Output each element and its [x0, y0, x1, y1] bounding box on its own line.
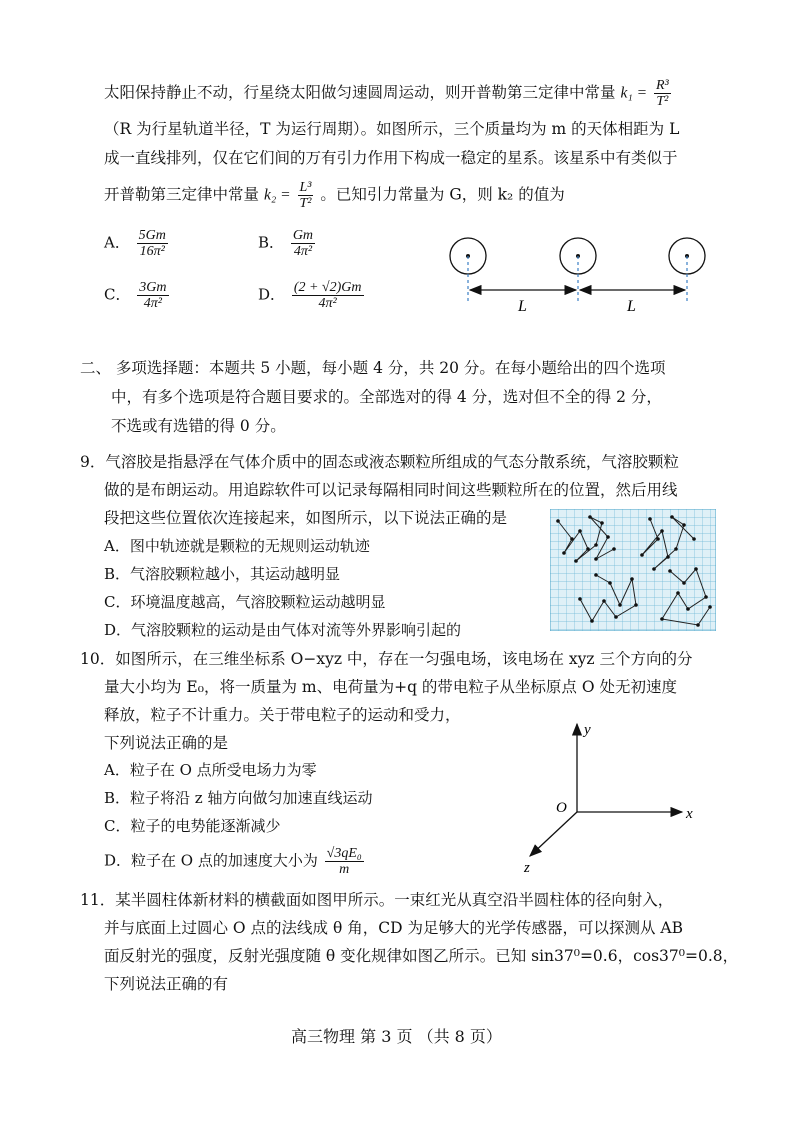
- q10-line-4: 下列说法正确的是: [104, 734, 229, 752]
- q10-option-b: B．粒子将沿 z 轴方向做匀加速直线运动: [104, 789, 373, 807]
- q8-line-1: 太阳保持静止不动，行星绕太阳做匀速圆周运动，则开普勒第三定律中常量 k₁ = $\frac{\text{R³}}{\text{T²}}$: [104, 78, 669, 109]
- k1-symbol: k₁ =: [620, 84, 648, 102]
- k1-fraction: $\frac{\text{R³}}{\text{T²}}$: [656, 78, 669, 109]
- q9-option-d: D．气溶胶颗粒的运动是由气体对流等外界影响引起的: [104, 621, 462, 639]
- section2-line-3: 不选或有选错的得 0 分。: [111, 417, 286, 435]
- label-L-1: L: [518, 298, 527, 315]
- y-axis-label: y: [584, 722, 591, 738]
- q9-line-3: 段把这些位置依次连接起来，如图所示，以下说法正确的是: [104, 509, 508, 527]
- q10-line-1: 10．如图所示，在三维坐标系 O−xyz 中，存在一匀强电场，该电场在 xyz 三个方向的分: [80, 650, 693, 668]
- q8-line-4: 开普勒第三定律中常量 k₂ = $\frac{\text{L³}}{\text{T²}}$ 。已知引力常量为 G，则 k₂ 的值为: [104, 180, 565, 211]
- k2-symbol: k₂ =: [263, 186, 291, 204]
- q11-line-4: 下列说法正确的有: [104, 975, 229, 993]
- q10-line-3: 释放，粒子不计重力。关于带电粒子的运动和受力，: [104, 706, 461, 724]
- q8-line-3: 成一直线排列，仅在它们间的万有引力作用下构成一稳定的星系。该星系中有类似于: [104, 149, 678, 167]
- q8-line-2: （R 为行星轨道半径，T 为运行周期）。如图所示，三个质量均为 m 的天体相距为 L: [104, 120, 680, 138]
- q10-line-2: 量大小均为 E₀，将一质量为 m、电荷量为+q 的带电粒子从坐标原点 O 处无初速度: [104, 678, 677, 696]
- coordinate-axes-figure: [510, 718, 710, 878]
- z-axis-label: z: [524, 860, 530, 876]
- q11-line-2: 并与底面上过圆心 O 点的法线成 θ 角，CD 为足够大的光学传感器，可以探测从 AB: [104, 919, 683, 937]
- q9-line-2: 做的是布朗运动。用追踪软件可以记录每隔相同时间这些颗粒所在的位置，然后用线: [104, 481, 678, 499]
- q8-option-d: D． $\frac{(2 + √2)Gm}{\text{4π²}}$: [258, 280, 362, 311]
- q8-option-a: A． $\frac{5Gm}{\text{16π²}}$: [104, 228, 166, 259]
- section2-line-2: 中，有多个选项是符合题目要求的。全部选对的得 4 分，选对但不全的得 2 分，: [111, 388, 662, 406]
- q9-line-1: 9．气溶胶是指悬浮在气体介质中的固态或液态颗粒所组成的气态分散系统，气溶胶颗粒: [80, 453, 679, 471]
- q9-option-a: A．图中轨迹就是颗粒的无规则运动轨迹: [104, 537, 370, 555]
- three-body-figure: [440, 228, 730, 328]
- q9-option-b: B．气溶胶颗粒越小，其运动越明显: [104, 565, 341, 583]
- q11-line-3: 面反射光的强度，反射光强度随 θ 变化规律如图乙所示。已知 sin37⁰=0.6，cos37⁰=0.8，: [104, 947, 739, 965]
- q10-option-c: C．粒子的电势能逐渐减少: [104, 817, 281, 835]
- z-axis: [530, 812, 577, 856]
- q9-option-c: C．环境温度越高，气溶胶颗粒运动越明显: [104, 593, 386, 611]
- page-footer: 高三物理 第 3 页 （共 8 页）: [291, 1027, 502, 1046]
- x-axis-label: x: [686, 806, 693, 822]
- q10-option-a: A．粒子在 O 点所受电场力为零: [104, 761, 317, 779]
- origin-label: O: [556, 800, 567, 816]
- section2-line-1: 二、 多项选择题：本题共 5 小题，每小题 4 分，共 20 分。在每小题给出的四个选项: [80, 359, 666, 377]
- q10-option-d: D．粒子在 O 点的加速度大小为 $\frac{\text{√3qE₀}}{m}$: [104, 846, 362, 877]
- q8-option-b: B． $\frac{Gm}{\text{4π²}}$: [258, 228, 314, 259]
- label-L-2: L: [627, 298, 636, 315]
- k2-fraction: $\frac{\text{L³}}{\text{T²}}$: [299, 180, 312, 211]
- brownian-motion-figure: [550, 509, 716, 631]
- q11-line-1: 11．某半圆柱体新材料的横截面如图甲所示。一束红光从真空沿半圆柱体的径向射入，: [80, 891, 674, 909]
- q8-option-c: C． $\frac{3Gm}{\text{4π²}}$: [104, 280, 167, 311]
- q10-d-fraction: $\frac{\text{√3qE₀}}{m}$: [326, 846, 362, 877]
